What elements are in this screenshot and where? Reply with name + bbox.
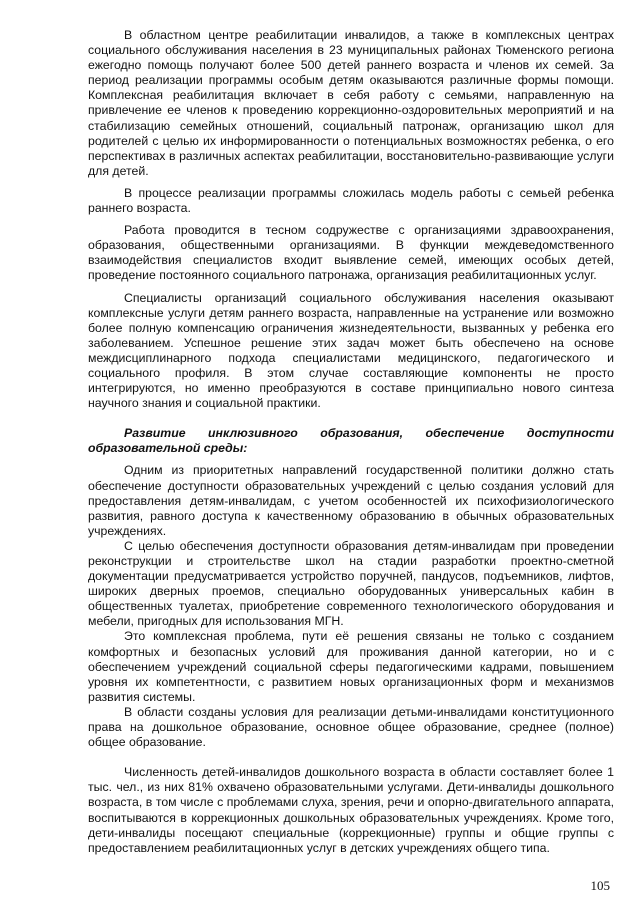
paragraph-spacer bbox=[88, 179, 614, 186]
body-paragraph: Это комплексная проблема, пути её решения связаны не только с созданием комфортных и безопасных условий для проживания данной категории, но и с обеспечением учреждений социальной сферы педагогическими кадрами, повышением уровня их компетентности, с развитием новых организационных форм и механизмов развития системы. bbox=[88, 629, 614, 704]
section-spacer bbox=[88, 411, 614, 426]
section-spacer bbox=[88, 750, 614, 765]
body-paragraph: Численность детей-инвалидов дошкольного возраста в области составляет более 1 тыс. чел., из них 81% охвачено образовательными услугами. Дети-инвалиды дошкольного возраста, в том числе с проблемами слуха, зрения, речи и опорно-двигательного аппарата, воспитываются в коррекционных дошкольных образовательных учреждениях. Кроме того, дети-инвалиды посещают специальные (коррекционные) группы и общие группы с предоставлением реабилитационных услуг в детских учреждениях общего типа. bbox=[88, 765, 614, 855]
paragraph-spacer bbox=[88, 456, 614, 463]
body-paragraph: Специалисты организаций социального обслуживания населения оказывают комплексные услуги детям раннего возраста, направленные на устранение или возможно более полную компенсацию ограничения жизнедеятельности, вызванных у ребенка его заболеванием. Успешное решение этих задач может быть обеспечено на основе междисциплинарного подхода специалистами медицинского, педагогического и социального профиля. В этом случае составляющие компоненты не просто интегрируются, но именно преобразуются в составе принципиально нового синтеза научного знания и социальной практики. bbox=[88, 290, 614, 411]
section-heading: Развитие инклюзивного образования, обеспечение доступности образовательной среды: bbox=[88, 426, 614, 456]
paragraph-spacer bbox=[88, 284, 614, 291]
body-paragraph: С целью обеспечения доступности образования детям-инвалидам при проведении реконструкции и строительстве школ на стадии разработки проектно-сметной документации предусматривается устройство поручней, пандусов, подъемников, лифтов, широких дверных проемов, специально оборудованных универсальных кабин в общественных туалетах, приобретение современного технологического оборудования и мебели, пригодных для использования МГН. bbox=[88, 538, 614, 629]
body-paragraph: В области созданы условия для реализации детьми-инвалидами конституционного права на дошкольное образование, основное общее образование, среднее (полное) общее образование. bbox=[88, 704, 614, 750]
body-paragraph: В процессе реализации программы сложилась модель работы с семьей ребенка раннего возраста. bbox=[88, 185, 614, 216]
page-number: 105 bbox=[590, 877, 610, 893]
body-paragraph: В областном центре реабилитации инвалидов, а также в комплексных центрах социального обслуживания населения в 23 муниципальных районах Тюменского региона ежегодно помощь получают более 500 детей раннего возраста и членов их семей. За период реализации программы особым детям оказываются различные формы помощи. Комплексная реабилитация включает в себя работу с семьями, направленную на привлечение ее членов к проведению коррекционно-оздоровительных мероприятий и на стабилизацию семейных отношений, социальный патронаж, организацию школ для родителей с целью их информированности о потенциальных возможностях ребенка, о его перспективах в различных аспектах реабилитации, восстановительно-развивающие услуги для детей. bbox=[88, 28, 614, 178]
body-paragraph: Работа проводится в тесном содружестве с организациями здравоохранения, образования, общественными организациями. В функции междеведомственного взаимодействия специалистов входит выявление семей, имеющих особых детей, проведение постоянного социального патронажа, организация реабилитационных услуг. bbox=[88, 223, 614, 283]
paragraph-spacer bbox=[88, 216, 614, 223]
body-paragraph: Одним из приоритетных направлений государственной политики должно стать обеспечение доступности образовательных учреждений с целью создания условий для предоставления детям-инвалидам, с учетом особенностей их психофизиологического развития, равного доступа к качественному образованию в обычных образовательных учреждениях. bbox=[88, 463, 614, 538]
